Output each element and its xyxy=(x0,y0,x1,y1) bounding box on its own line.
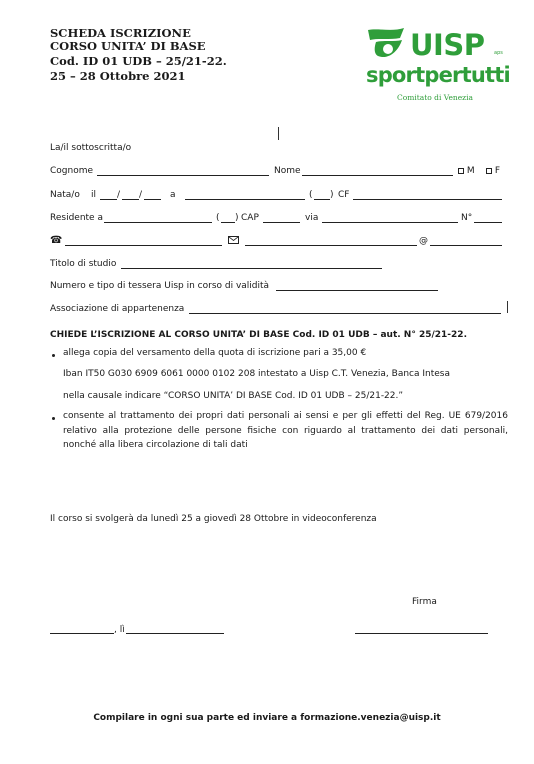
il-label: il xyxy=(91,190,97,200)
email-user-field[interactable] xyxy=(245,245,417,246)
iban-line: Iban IT50 G030 6909 6061 0000 0102 208 intestato a Uisp C.T. Venezia, Banca Intesa xyxy=(63,369,450,379)
gender-f-option[interactable]: F xyxy=(486,166,500,177)
checkbox-f-icon[interactable] xyxy=(486,168,492,174)
residence-city-field[interactable] xyxy=(104,222,212,223)
payment-line: allega copia del versamento della quota di iscrizione pari a 35,00 € xyxy=(63,348,367,358)
firma-label: Firma xyxy=(412,597,437,607)
enrollment-form-page: SCHEDA ISCRIZIONE CORSO UNITA’ DI BASE Cod. ID 01 UDB – 25/21-22. 25 – 28 Ottobre 2021 UISP aps sportpertutti Comitato di Venezia La/il sottoscritta/o Cognome Nome M F Nata/o il / / a ( ) CF Residente a ( ) CAP via N° ☎ @ Titolo di studio Numero e tipo di tessera Uisp in corso di validità Associazione di appartenenza CHIEDE L’ISCRIZIONE AL CORSO UNITA’ DI BASE Cod. ID 01 UDB – aut. N° 25/21-22. allega copia del versamento della quota di iscrizione pari a 35,00 € Iban IT50 G030 6909 6061 0000 0102 208 intestato a Uisp C.T. Venezia, Banca Intesa nella causale indicare “CORSO UNITA’ DI BASE Cod. ID 01 UDB – 25/21-22.” consente al trattamento dei propri dati personali ai sensi e per gli effetti del Reg. UE 679/2016 relativo alla protezione delle persone fisiche con riguardo al trattamento dei dati personali, nonché alla libera circolazione di tali dati Il corso si svolgerà da lunedì 25 a giovedì 28 Ottobre in videoconferenza Firma , lì Compilare in ogni sua parte ed inviare a formazione.venezia@uisp.it xyxy=(0,0,534,764)
bullet-icon xyxy=(52,354,55,357)
civico-field[interactable] xyxy=(474,222,502,223)
text-cursor xyxy=(278,127,279,140)
request-title: CHIEDE L’ISCRIZIONE AL CORSO UNITA’ DI BASE Cod. ID 01 UDB – aut. N° 25/21-22. xyxy=(50,330,467,340)
nome-field[interactable] xyxy=(302,175,453,176)
birth-province-field[interactable] xyxy=(314,199,330,200)
nato-label: Nata/o xyxy=(50,190,80,200)
logo-aps: aps xyxy=(494,50,503,56)
li-label: , lì xyxy=(114,625,125,635)
nome-label: Nome xyxy=(274,166,301,176)
at-label: @ xyxy=(419,236,428,246)
envelope-icon xyxy=(228,236,239,244)
place-field[interactable] xyxy=(50,633,114,634)
associazione-field[interactable] xyxy=(189,313,501,314)
cognome-label: Cognome xyxy=(50,166,94,176)
email-domain-field[interactable] xyxy=(430,245,502,246)
birth-month-field[interactable] xyxy=(122,199,139,200)
footer-instructions: Compilare in ogni sua parte ed inviare a formazione.venezia@uisp.it xyxy=(93,713,441,723)
date-field[interactable] xyxy=(126,633,224,634)
birth-day-field[interactable] xyxy=(100,199,117,200)
phone-icon: ☎ xyxy=(50,235,63,246)
gender-m-option[interactable]: M xyxy=(458,166,475,177)
course-code: Cod. ID 01 UDB – 25/21-22. xyxy=(50,54,227,68)
titolo-field[interactable] xyxy=(121,268,382,269)
text-cursor-2 xyxy=(507,301,508,313)
cap-label: CAP xyxy=(241,213,259,223)
causale-line: nella causale indicare “CORSO UNITA’ DI BASE Cod. ID 01 UDB – 25/21-22.” xyxy=(63,391,404,401)
a-label: a xyxy=(170,190,176,200)
via-label: via xyxy=(305,213,319,223)
uisp-logo-emblem-icon xyxy=(364,26,408,62)
residence-province-field[interactable] xyxy=(221,222,235,223)
associazione-label: Associazione di appartenenza xyxy=(50,304,185,314)
residente-label: Residente a xyxy=(50,213,103,223)
cf-label: CF xyxy=(338,190,350,200)
form-title: SCHEDA ISCRIZIONE xyxy=(50,26,191,40)
bullet-icon xyxy=(52,417,55,420)
intro-label: La/il sottoscritta/o xyxy=(50,143,132,153)
course-info: Il corso si svolgerà da lunedì 25 a giovedì 28 Ottobre in videoconferenza xyxy=(50,514,377,524)
logo-tagline: sportpertutti xyxy=(366,63,510,87)
tessera-label: Numero e tipo di tessera Uisp in corso di validità xyxy=(50,281,270,291)
checkbox-m-icon[interactable] xyxy=(458,168,464,174)
course-title: CORSO UNITA’ DI BASE xyxy=(50,39,206,53)
via-field[interactable] xyxy=(322,222,458,223)
phone-field[interactable] xyxy=(65,245,222,246)
privacy-consent: consente al trattamento dei propri dati personali ai sensi e per gli effetti del Reg. UE 679/2016 relativo alla protezione delle persone fisiche con riguardo al trattamento dei dati personali, nonché alla libera circolazione di tali dati xyxy=(63,411,508,450)
birth-year-field[interactable] xyxy=(144,199,161,200)
civico-label: N° xyxy=(461,213,473,223)
logo-brand: UISP xyxy=(410,28,485,62)
tessera-field[interactable] xyxy=(276,290,438,291)
cognome-field[interactable] xyxy=(97,175,269,176)
signature-field[interactable] xyxy=(355,633,488,634)
titolo-label: Titolo di studio xyxy=(50,259,117,269)
cap-field[interactable] xyxy=(263,222,300,223)
cf-field[interactable] xyxy=(353,199,502,200)
logo-committee: Comitato di Venezia xyxy=(397,93,474,102)
birth-place-field[interactable] xyxy=(185,199,305,200)
course-dates: 25 – 28 Ottobre 2021 xyxy=(50,69,186,83)
